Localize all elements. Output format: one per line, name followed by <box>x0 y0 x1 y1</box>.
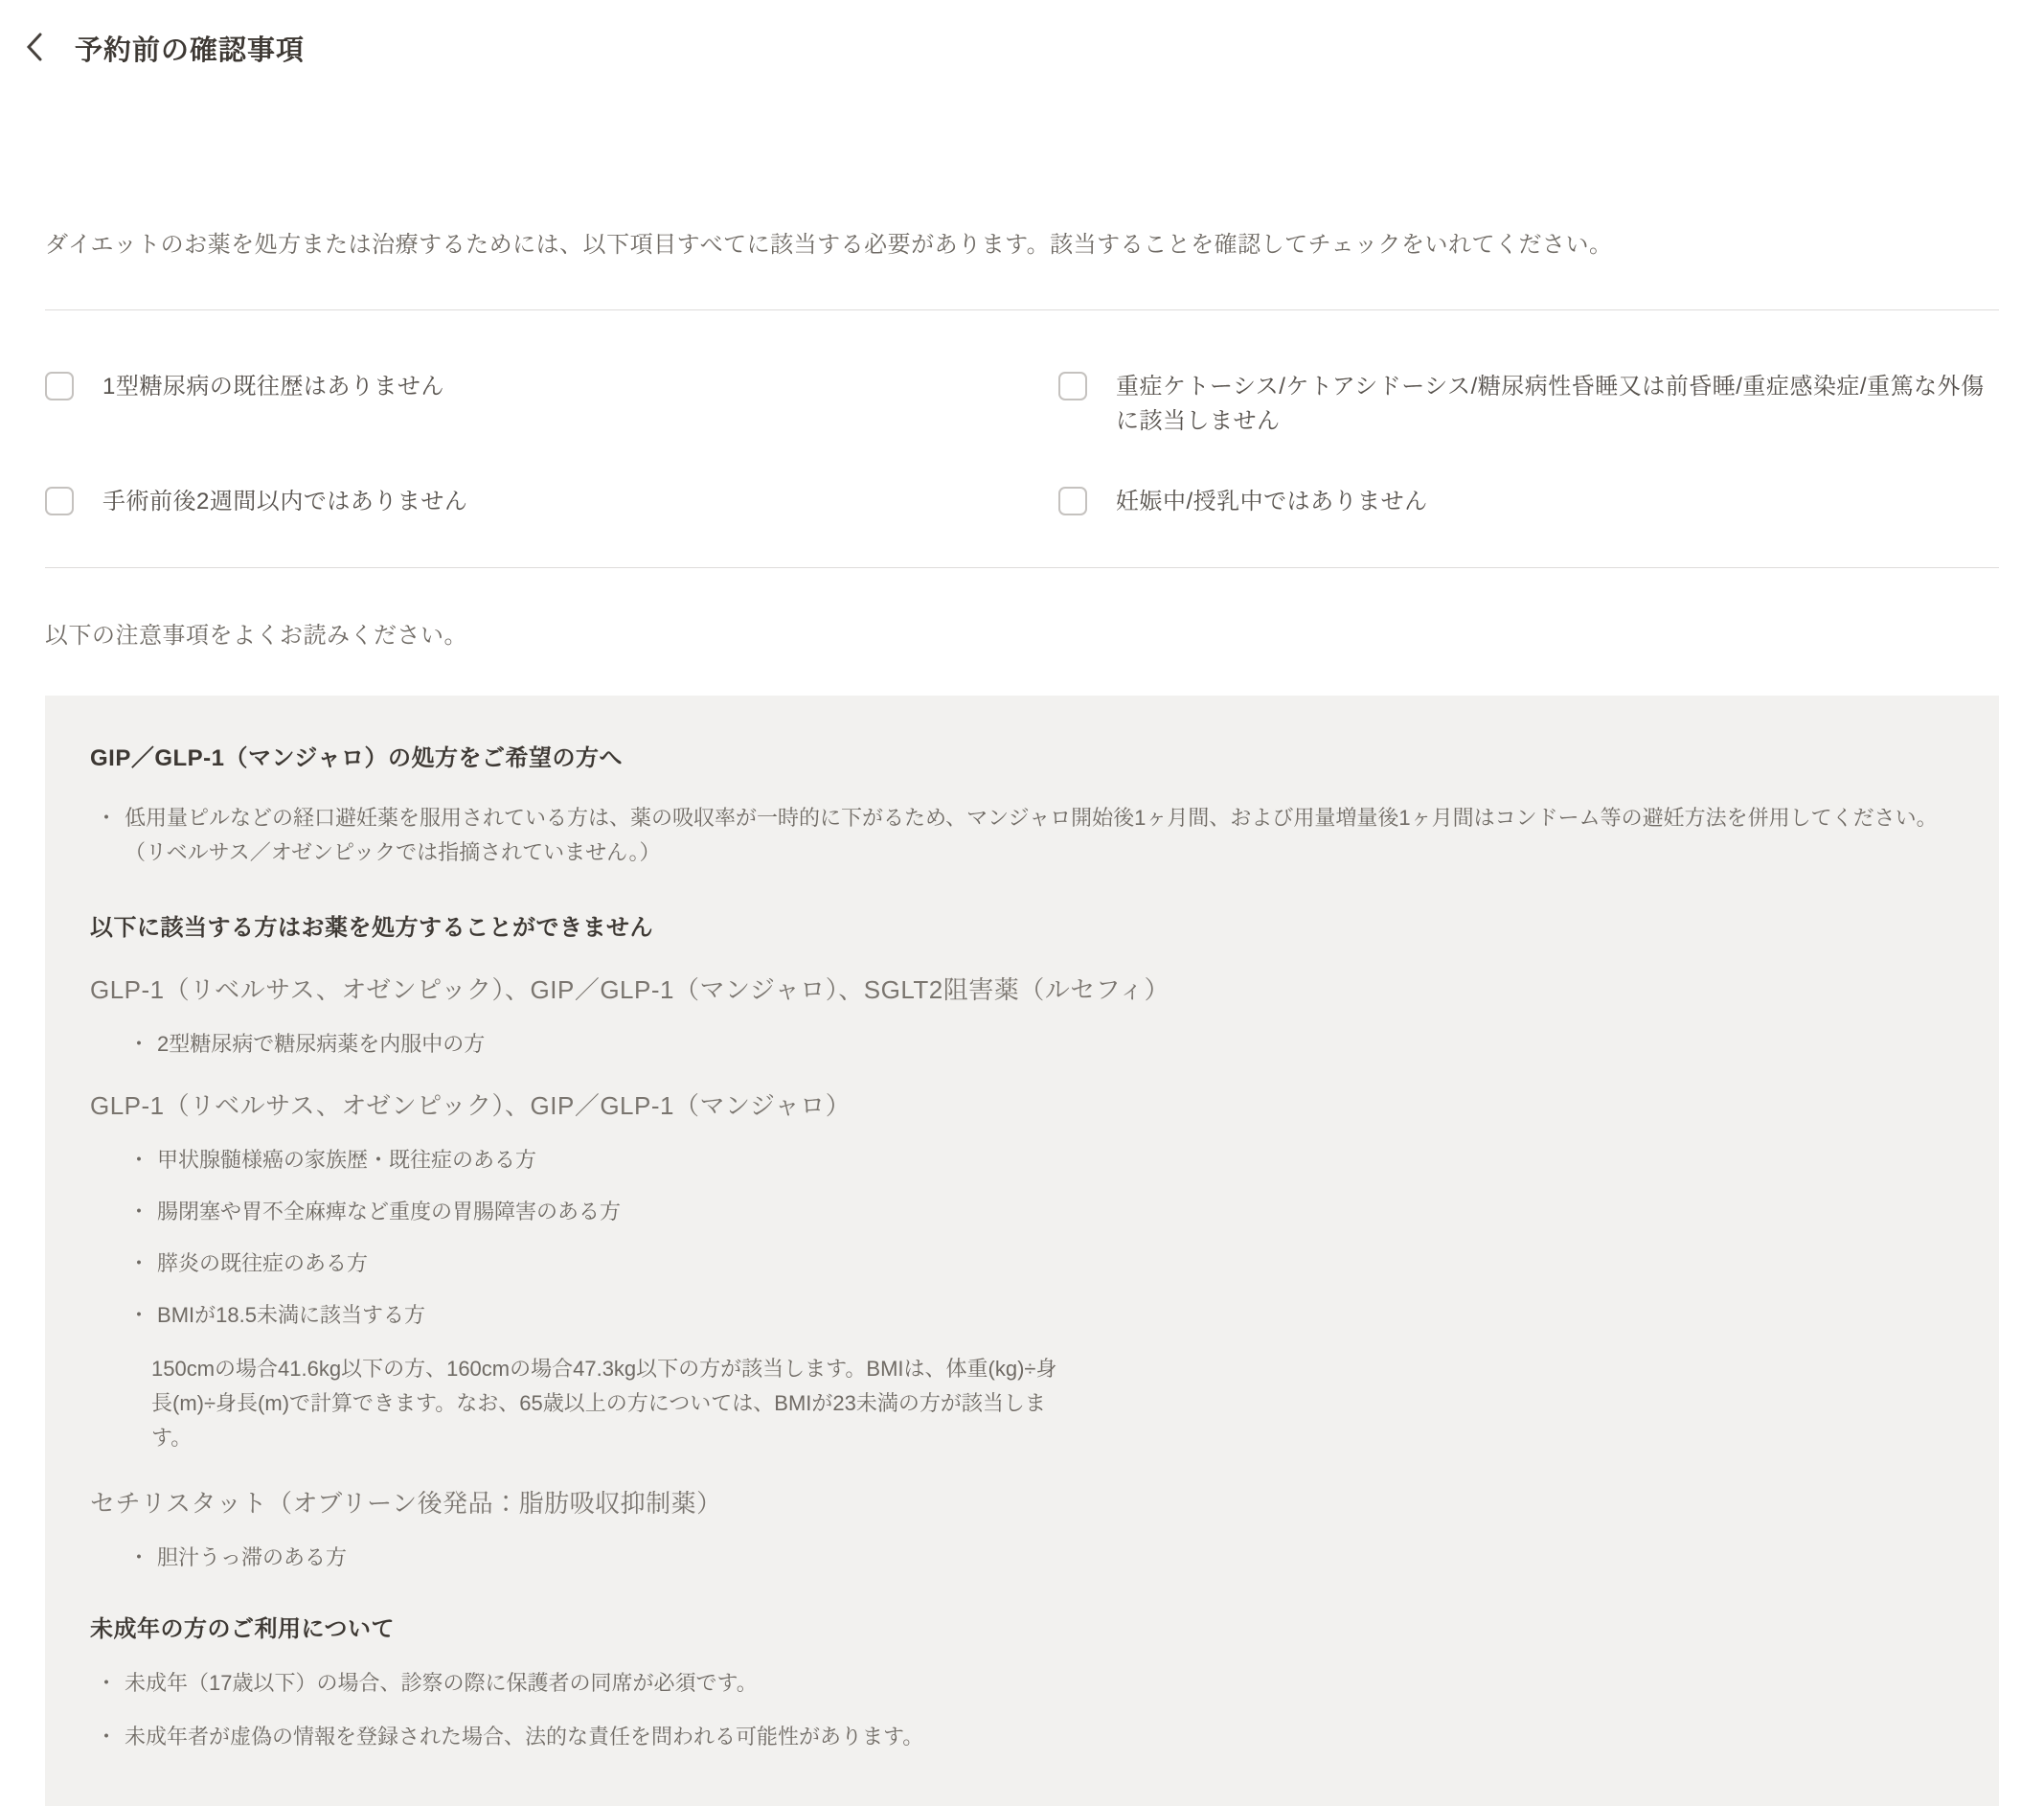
list-item <box>128 1250 1954 1277</box>
bullet-text: 2型糖尿病で糖尿病薬を内服中の方 <box>157 1032 486 1056</box>
list-item <box>128 1147 1954 1174</box>
confirmation-checklist <box>45 370 1999 519</box>
drug-group-title-cetilistat: セチリスタット（オブリーン後発品：脂肪吸収抑制薬） <box>90 1489 722 1518</box>
notice-heading-gip-glp1: GIP／GLP-1（マンジャロ）の処方をご希望の方へ <box>90 745 623 771</box>
bullet-text: 膵炎の既往症のある方 <box>157 1251 369 1275</box>
checkbox[interactable] <box>1058 372 1087 400</box>
chevron-left-icon <box>25 32 44 65</box>
list-item <box>128 1031 1954 1058</box>
check-item-no-recent-surgery[interactable] <box>45 485 986 519</box>
notice-intro-text: 以下の注意事項をよくお読みください。 <box>45 623 467 649</box>
bullet-marker: ・ <box>128 1251 150 1275</box>
drug-group-title-glp1-sglt2: GLP-1（リベルサス、オゼンピック）、GIP／GLP-1（マンジャロ）、SGLT2阻害薬（ルセフィ） <box>90 975 1170 1004</box>
drug-group2-bullets <box>90 1147 1954 1329</box>
checkbox[interactable] <box>45 372 74 400</box>
bullet-text: BMIが18.5未満に該当する方 <box>157 1303 425 1327</box>
page-header <box>17 0 1999 68</box>
notice-box <box>45 696 1999 1806</box>
notice-heading-minors: 未成年の方のご利用について <box>90 1616 396 1642</box>
notice-bullet-contraceptive <box>90 801 1954 870</box>
check-item-no-ketosis[interactable] <box>1058 370 1999 439</box>
bullet-marker: ・ <box>128 1200 150 1223</box>
check-item-not-pregnant[interactable] <box>1058 485 1999 519</box>
back-button[interactable] <box>17 32 52 66</box>
bullet-marker: ・ <box>96 1725 118 1749</box>
list-item <box>128 1302 1954 1329</box>
list-item <box>90 1670 1954 1697</box>
bullet-marker: ・ <box>128 1545 150 1569</box>
check-label: 手術前後2週間以内ではありません <box>102 489 468 514</box>
bullet-text: 腸閉塞や胃不全麻痺など重度の胃腸障害のある方 <box>157 1200 622 1223</box>
bullet-text: 低用量ピルなどの経口避妊薬を服用されている方は、薬の吸収率が一時的に下がるため、マンジャロ開始後1ヶ月間、および用量増量後1ヶ月間はコンドーム等の避妊方法を併用してください。（リベルサス／オゼンピックでは指摘されていません。） <box>125 806 1938 864</box>
drug-group3-bullets <box>90 1544 1954 1571</box>
bullet-marker: ・ <box>96 1671 118 1695</box>
list-item <box>128 1544 1954 1571</box>
check-label: 1型糖尿病の既往歴はありません <box>102 374 444 400</box>
list-item <box>128 1199 1954 1225</box>
bullet-text: 未成年（17歳以下）の場合、診察の際に保護者の同席が必須です。 <box>125 1671 758 1695</box>
check-item-no-type1-diabetes[interactable] <box>45 370 986 439</box>
bullet-marker: ・ <box>128 1148 150 1172</box>
check-label: 重症ケトーシス/ケトアシドーシス/糖尿病性昏睡又は前昏睡/重症感染症/重篤な外傷に該当しません <box>1116 374 1985 434</box>
notice-heading-cannot-prescribe: 以下に該当する方はお薬を処方することができません <box>90 915 653 941</box>
bullet-text: 胆汁うっ滞のある方 <box>157 1545 348 1569</box>
bullet-marker: ・ <box>128 1032 150 1056</box>
bullet-marker: ・ <box>96 806 118 830</box>
minors-bullets <box>90 1670 1954 1750</box>
bmi-note: 150cmの場合41.6kg以下の方、160cmの場合47.3kg以下の方が該当します。BMIは、体重(kg)÷身長(m)÷身長(m)で計算できます。なお、65歳以上の方については、BMIが23未満の方が該当します。 <box>151 1357 1057 1450</box>
bullet-text: 甲状腺髄様癌の家族歴・既往症のある方 <box>157 1148 537 1172</box>
checkbox[interactable] <box>1058 487 1087 515</box>
drug-group-title-glp1: GLP-1（リベルサス、オゼンピック）、GIP／GLP-1（マンジャロ） <box>90 1091 852 1120</box>
page-title: 予約前の確認事項 <box>75 35 306 66</box>
drug-group1-bullets <box>90 1031 1954 1058</box>
check-label: 妊娠中/授乳中ではありません <box>1116 489 1428 514</box>
checkbox[interactable] <box>45 487 74 515</box>
intro-text: ダイエットのお薬を処方または治療するためには、以下項目すべてに該当する必要があります。該当することを確認してチェックをいれてください。 <box>45 232 1613 258</box>
bullet-text: 未成年者が虚偽の情報を登録された場合、法的な責任を問われる可能性があります。 <box>125 1725 924 1749</box>
divider-top <box>45 309 1999 310</box>
divider-bottom <box>45 567 1999 568</box>
list-item <box>90 1724 1954 1750</box>
bullet-marker: ・ <box>128 1303 150 1327</box>
